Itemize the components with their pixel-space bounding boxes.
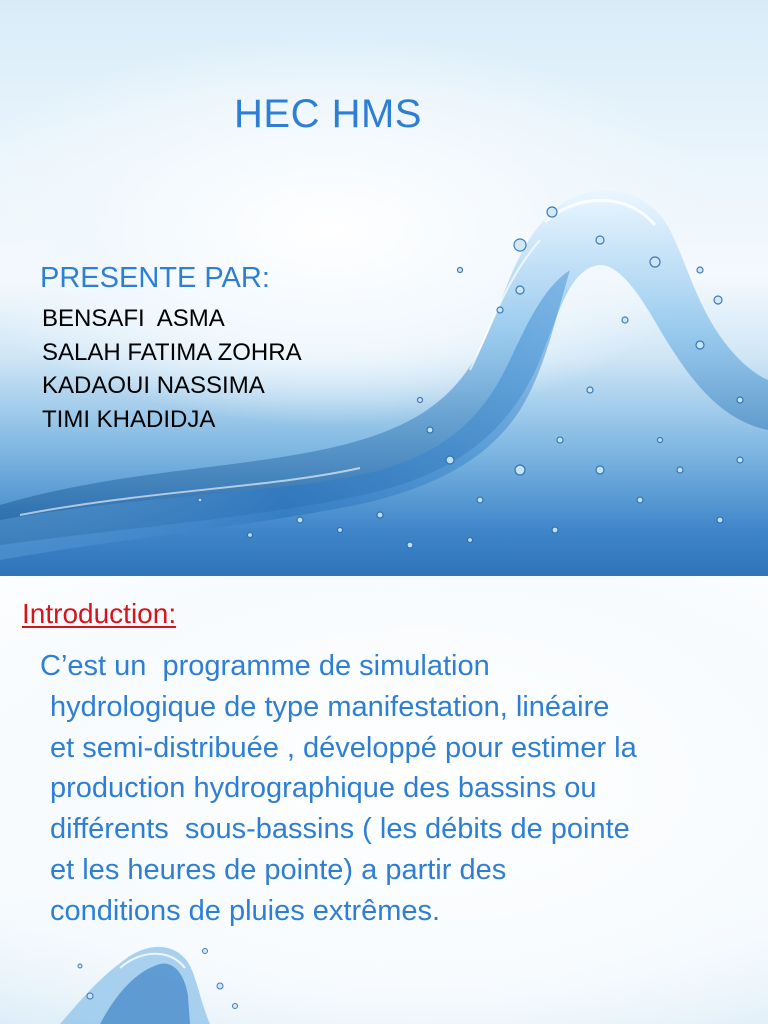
paragraph-line: différents sous-bassins ( les débits de pointe — [50, 813, 630, 846]
author-name: KADAOUI NASSIMA — [42, 372, 265, 399]
introduction-paragraph — [40, 646, 760, 932]
paragraph-line: et les heures de pointe) a partir des — [50, 853, 507, 886]
presentation-title: HEC HMS — [234, 92, 422, 136]
paragraph-line: production hydrographique des bassins ou — [50, 772, 597, 805]
slide-introduction — [0, 576, 768, 1024]
paragraph-line: et semi-distribuée , développé pour estimer la — [50, 731, 637, 764]
paragraph-line: conditions de pluies extrêmes. — [50, 894, 441, 927]
author-name: BENSAFI ASMA — [42, 305, 225, 332]
author-name: TIMI KHADIDJA — [42, 405, 216, 433]
paragraph-line: C’est un programme de simulation — [40, 650, 490, 682]
paragraph-line: hydrologique de type manifestation, linéaire — [50, 690, 610, 723]
section-heading: Introduction: — [22, 598, 177, 629]
author-list — [42, 302, 302, 436]
author-name: SALAH FATIMA ZOHRA — [42, 338, 302, 366]
presented-by-label: PRESENTE PAR: — [40, 262, 270, 294]
